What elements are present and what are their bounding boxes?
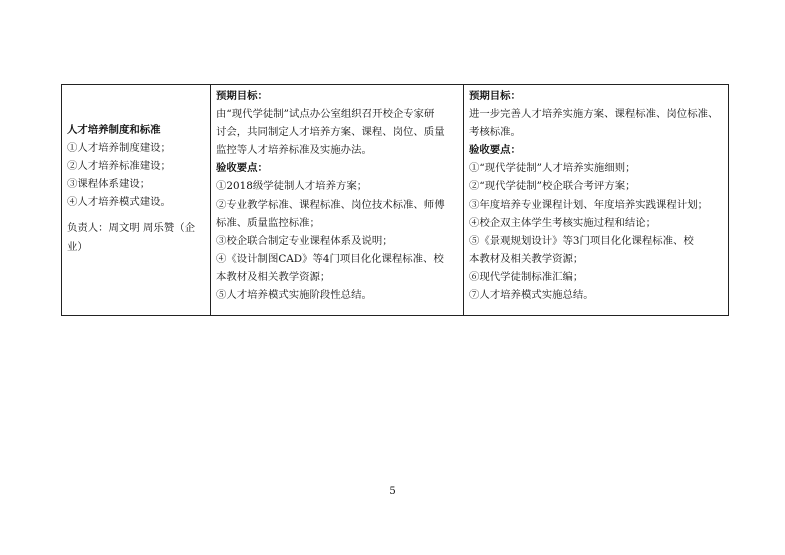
task-title: 人才培养制度和标准: [67, 124, 161, 136]
check-line: ⑥现代学徒制标准汇编；: [469, 270, 584, 283]
gap: [67, 211, 206, 219]
plan-table: [61, 84, 729, 316]
task-item: ③课程体系建设；: [67, 178, 151, 191]
task-item: ④人才培养模式建设。: [67, 196, 171, 209]
check-line: ①“现代学徒制”人才培养实施细则；: [469, 162, 636, 175]
goal-line: 监控等人才培养标准及实施办法。: [216, 144, 372, 157]
check-line: ③校企联合制定专业课程体系及说明；: [216, 234, 393, 247]
goal-heading: 预期目标：: [216, 90, 268, 102]
check-line: ①2018级学徒制人才培养方案；: [216, 180, 368, 193]
goal-line: 由“现代学徒制”试点办公室组织召开校企专家研: [216, 108, 435, 121]
check-line: ④校企双主体学生考核实施过程和结论；: [469, 216, 657, 229]
task-item: ①人才培养制度建设；: [67, 142, 171, 155]
owner-line: 业）: [67, 240, 88, 253]
check-line: ⑤人才培养模式实施阶段性总结。: [216, 289, 372, 302]
check-line: ④《设计制图CAD》等4门项目化化课程标准、校: [216, 252, 444, 265]
check-line: 本教材及相关教学资源；: [216, 270, 331, 283]
spacer: [67, 87, 206, 121]
check-line: ②专业教学标准、课程标准、岗位技术标准、师傅: [216, 198, 445, 211]
page-number: 5: [389, 486, 396, 497]
check-line: 本教材及相关教学资源；: [469, 252, 584, 265]
goal-heading: 预期目标：: [469, 90, 521, 102]
stage-two-column: [464, 85, 728, 315]
task-item: ②人才培养标准建设；: [67, 160, 171, 173]
owner-line: 负责人：周文明 周乐赞（企: [67, 222, 195, 235]
check-line: ⑤《景观规划设计》等3门项目化化课程标准、校: [469, 234, 694, 247]
check-line: ⑦人才培养模式实施总结。: [469, 289, 594, 302]
stage-one-column: [211, 85, 464, 315]
goal-line: 进一步完善人才培养实施方案、课程标准、岗位标准、: [469, 108, 719, 121]
check-line: ③年度培养专业课程计划、年度培养实践课程计划；: [469, 198, 708, 211]
task-column: [62, 85, 211, 315]
check-heading: 验收要点：: [469, 144, 521, 157]
goal-line: 考核标准。: [469, 126, 521, 139]
check-line: 标准、质量监控标准；: [216, 216, 320, 229]
goal-line: 讨会，共同制定人才培养方案、课程、岗位、质量: [216, 126, 445, 139]
check-heading: 验收要点：: [216, 162, 268, 175]
check-line: ②“现代学徒制”校企联合考评方案；: [469, 180, 636, 193]
